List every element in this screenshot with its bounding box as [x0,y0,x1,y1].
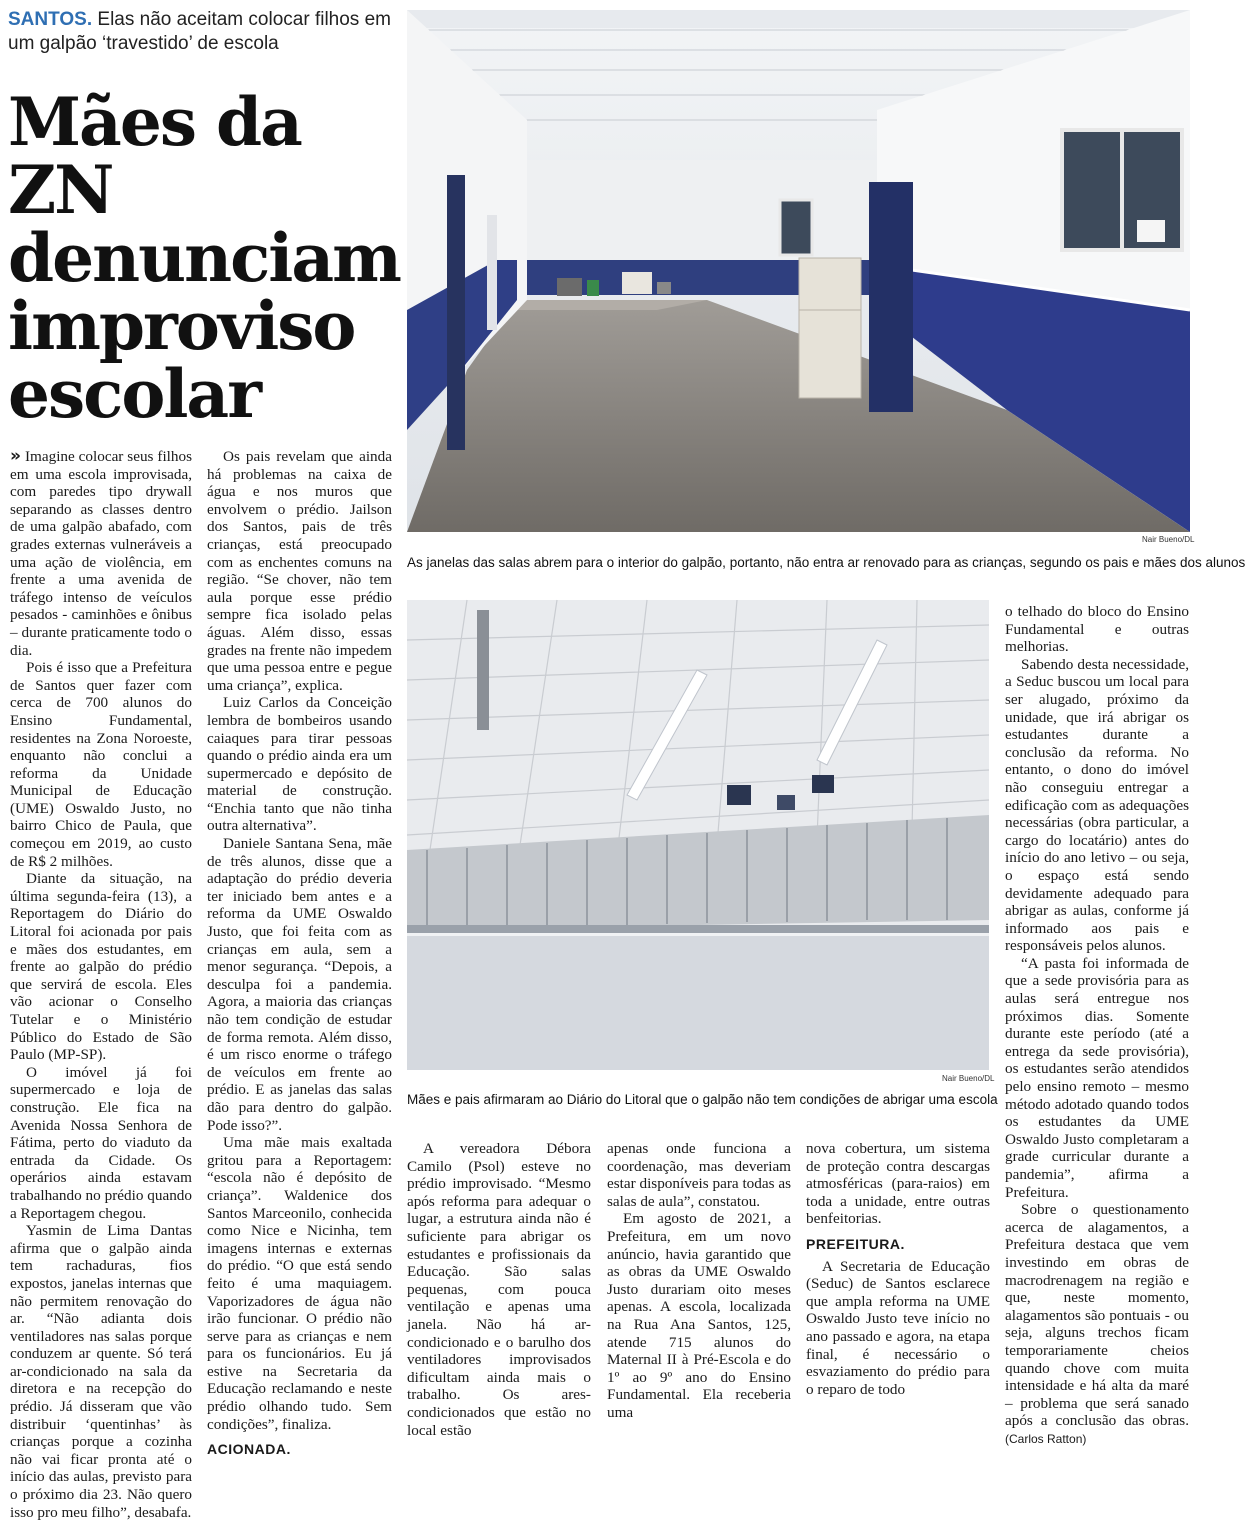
article-column-4 [607,1140,791,1421]
photo-ceiling [407,600,989,1070]
paragraph: A Secretaria de Educação (Seduc) de Santos esclarece que ampla reforma na UME Oswaldo Justo teve início no ano passado e agora, na etapa final, é necessário o esvaziamento do prédio para o reparo de todo [806,1257,990,1398]
paragraph: Pois é isso que a Prefeitura de Santos quer fazer com cerca de 700 alunos do Ensino Fundamental, residentes na Zona Noroeste, enquanto não conclui a reforma da Unidade Municipal de Educação (UME) Oswaldo Justo, no bairro Chico de Paula, que começou em 2019, ao custo de R$ 2 milhões. [10,659,192,870]
paragraph: Os pais revelam que ainda há problemas na caixa de água e nos muros que envolvem o prédio. Jailson dos Santos, pais de três crianças, está preocupado com as enchentes comuns na região. “Se chover, não tem aula porque esse prédio sempre fica isolado pelas águas. Além disso, essas grades na frente não impedem que uma pessoa entre e pegue uma criança”, explica. [207,448,392,694]
paragraph: Luiz Carlos da Conceição lembra de bombeiros usando caiaques para tirar pessoas quando o prédio ainda era um supermercado e depósito de material de construção. “Enchia tanto que não tinha outra alternativa”. [207,694,392,835]
paragraph: Yasmin de Lima Dantas afirma que o galpão ainda tem rachaduras, fios expostos, janelas internas que não permitem renovação do ar. “Não adianta dois ventiladores nas salas porque conduzem ar quente. Só terá ar-condicionado na sala da diretora e na recepção do prédio. Já disseram que vão distribuir ‘quentinhas’ às crianças porque a cozinha não vai ficar pronta até o início das aulas, previsto para o próximo dia 23. Não quero isso pro meu filho”, desabafa. [10,1222,192,1521]
photo2-credit: Nair Bueno/DL [942,1074,995,1083]
photo-corridor [407,10,1190,532]
photo1-credit: Nair Bueno/DL [1142,535,1195,544]
paragraph: Sabendo desta necessidade, a Seduc buscou um local para ser alugado, próximo da unidade, que irá abrigar os estudantes durante a conclusão da reforma. No entanto, o dono do imóvel não conseguiu entregar a edificação com as adequações necessárias (obra particular, a cargo do locatário) antes do início do ano letivo – ou seja, o espaço está sendo devidamente adequado para abrigar as aulas, conforme já informado aos pais e responsáveis pelos alunos. [1005,655,1189,955]
paragraph: Diante da situação, na última segunda-feira (13), a Reportagem do Diário do Litoral foi acionada por pais e mães dos estudantes, em frente ao galpão do prédio que servirá de escola. Eles vão acionar o Conselho Tutelar e o Ministério Público do Estado de São Paulo (MP-SP). [10,870,192,1064]
paragraph: Em agosto de 2021, a Prefeitura, em um novo anúncio, havia garantido que as obras da UME Oswaldo Justo durariam oito meses apenas. A escola, localizada na Rua Ana Santos, 125, atende 715 alunos do Maternal II à Pré-Escola e do 1º ao 9º ano do Ensino Fundamental. Ela receberia uma [607,1210,791,1421]
ceiling-image [407,600,989,1070]
paragraph: Sobre o questionamento acerca de alagamentos, a Prefeitura destaca que vem investindo em obras de macrodrenagem na região e que, neste momento, alagamentos são pontuais - ou seja, alguns trechos ficam temporariamente cheios quando chove com muita intensidade e há alta da maré – problema que será sanado após a conclusão das obras. (Carlos Ratton) [1005,1201,1189,1446]
kicker [8,8,400,56]
article-column-2 [207,448,392,1458]
paragraph: apenas onde funciona a coordenação, mas deveriam estar disponíveis para todas as salas de aula”, constatou. [607,1140,791,1210]
subheading-acionada: ACIONADA. [207,1441,291,1458]
article-column-5 [806,1140,990,1398]
article-column-1 [10,446,192,1521]
kicker-tag: SANTOS. [8,9,93,30]
article-column-6 [1005,603,1189,1446]
headline: Mães da ZN denunciam improviso escolar [8,83,400,433]
corridor-image [407,10,1190,532]
photo1-caption: As janelas das salas abrem para o interior do galpão, portanto, não entra ar renovado para as crianças, segundo os pais e mães dos alunos [407,555,1245,570]
paragraph: Daniele Santana Sena, mãe de três alunos, disse que a adaptação do prédio deveria ter iniciado bem antes e a reforma da UME Oswaldo Justo, que foi feita com as crianças em aula, sem a menor segurança. “Depois, a desculpa foi a pandemia. Agora, a maioria das crianças não tem condição de estudar de forma remota. Além disso, é um risco enorme o tráfego de veículos em frente ao prédio. E as janelas das salas dão para dentro do galpão. Pode isso?”. [207,835,392,1134]
paragraph: » Imagine colocar seus filhos em uma escola improvisada, com paredes tipo drywall separando as classes dentro de uma galpão abafado, com grades externas vulneráveis a uma ação de violência, em frente a uma avenida de tráfego intenso de veículos pesados - caminhões e ônibus – durante praticamente todo o dia. [10,446,192,659]
article-column-3 [407,1140,591,1439]
paragraph: nova cobertura, um sistema de proteção contra descargas atmosféricas (para-raios) em toda a unidade, entre outras benfeitorias. [806,1140,990,1228]
kicker-text: Elas não aceitam colocar filhos em um galpão ‘travestido’ de escola [8,9,391,54]
paragraph: Uma mãe mais exaltada gritou para a Reportagem: “escola não é depósito de criança”. Waldenice dos Santos Marceonilo, conhecida como Nice e Nicinha, tem imagens internas e externas do prédio. “O que está sendo feito é uma maquiagem. Vaporizadores de água não irão funcionar. O prédio não serve para as crianças e nem para os funcionários. Eu já estive na Secretaria da Educação reclamando e neste prédio olhando tudo. Sem condições”, finaliza. [207,1134,392,1433]
paragraph: A vereadora Débora Camilo (Psol) esteve no prédio improvisado. “Mesmo após reforma para adequar o lugar, a estrutura ainda não é suficiente para abrigar os estudantes e profissionais da Educação. São salas pequenas, com pouca ventilação e apenas uma janela. Não há ar-condicionado e o barulho dos ventiladores improvisados dificultam ainda mais o trabalho. Os ares-condicionados que estão no local estão [407,1140,591,1439]
paragraph: o telhado do bloco do Ensino Fundamental e outras melhorias. [1005,603,1189,656]
photo2-caption: Mães e pais afirmaram ao Diário do Litoral que o galpão não tem condições de abrigar uma escola [407,1092,998,1107]
subheading-prefeitura: PREFEITURA. [806,1235,905,1252]
author-signature: (Carlos Ratton) [1005,1431,1087,1446]
paragraph: “A pasta foi informada de que a sede provisória para as aulas será entregue nos próximos dias. Somente durante este período (até a entrega da sede provisória), os estudantes serão atendidos pelo ensino remoto – mesmo método adotado quando todos os estudantes da UME Oswaldo Justo completaram a grade curricular durante a pandemia”, afirma a Prefeitura. [1005,954,1189,1201]
paragraph: O imóvel já foi supermercado e loja de construção. Ele fica na Avenida Nossa Senhora de Fátima, perto do viaduto da entrada da Cidade. Os operários ainda estavam trabalhando no prédio quando a Reportagem chegou. [10,1063,192,1222]
chevron-right-icon: » [10,446,21,466]
